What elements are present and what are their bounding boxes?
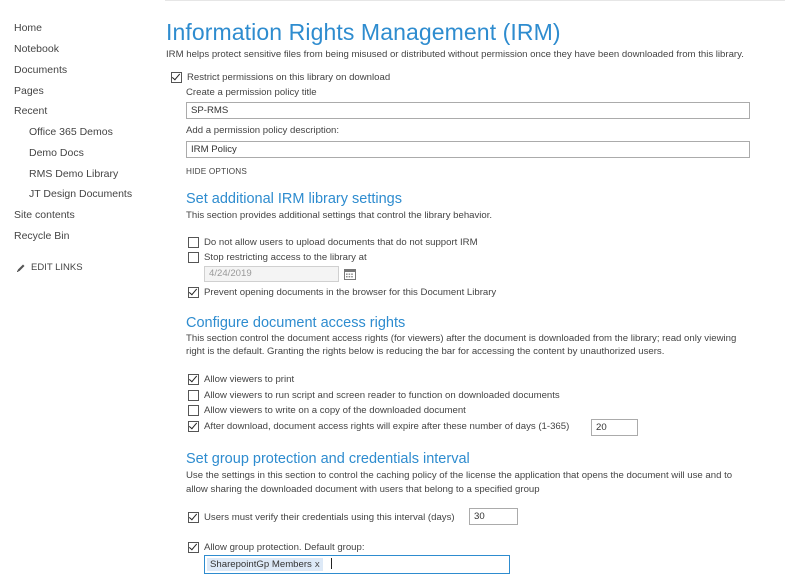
nav-recent[interactable]: Recent	[14, 105, 48, 117]
allow-script-option[interactable]	[188, 390, 560, 401]
group-protection-option[interactable]	[188, 542, 365, 553]
remove-token-icon[interactable]: x	[314, 559, 320, 570]
group-protection-checkbox[interactable]	[188, 542, 199, 553]
allow-write-label: Allow viewers to write on a copy of the downloaded document	[204, 405, 466, 416]
restrict-permissions-label: Restrict permissions on this library on download	[187, 72, 391, 83]
allow-print-checkbox[interactable]	[188, 374, 199, 385]
verify-credentials-option[interactable]	[188, 512, 455, 523]
nav-pages[interactable]: Pages	[14, 85, 44, 97]
stop-restricting-option[interactable]	[188, 252, 367, 263]
access-rights-heading: Configure document access rights	[186, 315, 406, 331]
nav-recent-rms-demo-library[interactable]: RMS Demo Library	[29, 168, 119, 180]
access-rights-description-line2: right is the default. Granting the rights below is reducing the bar for accessing the content by unauthorized users.	[186, 346, 665, 357]
edit-links-button[interactable]	[16, 262, 83, 273]
allow-write-checkbox[interactable]	[188, 405, 199, 416]
group-protection-label: Allow group protection. Default group:	[204, 542, 365, 553]
policy-title-label: Create a permission policy title	[186, 87, 317, 98]
stop-restricting-date-input[interactable]: 4/24/2019	[204, 266, 339, 282]
nav-recent-jt-design-documents[interactable]: JT Design Documents	[29, 188, 133, 200]
additional-settings-description: This section provides additional settings that control the library behavior.	[186, 210, 493, 221]
access-rights-description-line1: This section control the document access rights (for viewers) after the document is downloaded from the library; read only viewing	[186, 333, 737, 344]
nav-site-contents[interactable]: Site contents	[14, 209, 75, 221]
nav-recent-office365-demos[interactable]: Office 365 Demos	[29, 126, 113, 138]
group-token-label: SharepointGp Members	[210, 559, 312, 570]
text-caret	[331, 558, 332, 569]
no-upload-unsupported-checkbox[interactable]	[188, 237, 199, 248]
verify-credentials-checkbox[interactable]	[188, 512, 199, 523]
policy-title-input[interactable]: SP-RMS	[186, 102, 750, 119]
group-token	[207, 558, 323, 571]
restrict-permissions-checkbox[interactable]	[171, 72, 182, 83]
default-group-picker[interactable]	[204, 555, 510, 574]
page-title: Information Rights Management (IRM)	[166, 19, 561, 45]
no-upload-unsupported-option[interactable]	[188, 237, 478, 248]
top-border	[165, 0, 785, 18]
expire-rights-checkbox[interactable]	[188, 421, 199, 432]
expire-rights-option[interactable]	[188, 421, 569, 432]
no-upload-unsupported-label: Do not allow users to upload documents that do not support IRM	[204, 237, 478, 248]
prevent-browser-open-checkbox[interactable]	[188, 287, 199, 298]
nav-documents[interactable]: Documents	[14, 64, 68, 76]
page-description: IRM helps protect sensitive files from being misused or distributed without permission once they have been downloaded from this library.	[166, 49, 744, 60]
allow-write-option[interactable]	[188, 405, 466, 416]
verify-interval-input[interactable]: 30	[469, 508, 518, 525]
group-protection-description-line2: allow sharing the downloaded document with users that belong to a specified group	[186, 484, 540, 495]
prevent-browser-open-option[interactable]	[188, 287, 496, 298]
stop-restricting-label: Stop restricting access to the library at	[204, 252, 367, 263]
hide-options-link[interactable]: HIDE OPTIONS	[186, 167, 248, 176]
allow-script-label: Allow viewers to run script and screen reader to function on downloaded documents	[204, 390, 560, 401]
nav-home[interactable]: Home	[14, 22, 43, 34]
nav-recent-demo-docs[interactable]: Demo Docs	[29, 147, 84, 159]
allow-print-option[interactable]	[188, 374, 294, 385]
allow-script-checkbox[interactable]	[188, 390, 199, 401]
group-protection-heading: Set group protection and credentials interval	[186, 451, 470, 467]
stop-restricting-checkbox[interactable]	[188, 252, 199, 263]
nav-recycle-bin[interactable]: Recycle Bin	[14, 230, 70, 242]
policy-description-input[interactable]: IRM Policy	[186, 141, 750, 158]
pencil-icon	[16, 263, 26, 273]
prevent-browser-open-label: Prevent opening documents in the browser for this Document Library	[204, 287, 497, 298]
expire-rights-label: After download, document access rights will expire after these number of days (1-365)	[204, 421, 570, 432]
nav-notebook[interactable]: Notebook	[14, 43, 59, 55]
verify-credentials-label: Users must verify their credentials using this interval (days)	[204, 512, 455, 523]
expire-days-input[interactable]: 20	[591, 419, 638, 436]
allow-print-label: Allow viewers to print	[204, 374, 295, 385]
additional-settings-heading: Set additional IRM library settings	[186, 191, 402, 207]
policy-description-label: Add a permission policy description:	[186, 125, 340, 136]
group-protection-description-line1: Use the settings in this section to control the caching policy of the license the application that opens the document will use and to	[186, 470, 733, 481]
edit-links-label: EDIT LINKS	[31, 262, 83, 273]
restrict-permissions-option[interactable]	[171, 72, 390, 83]
calendar-icon[interactable]	[344, 267, 356, 285]
